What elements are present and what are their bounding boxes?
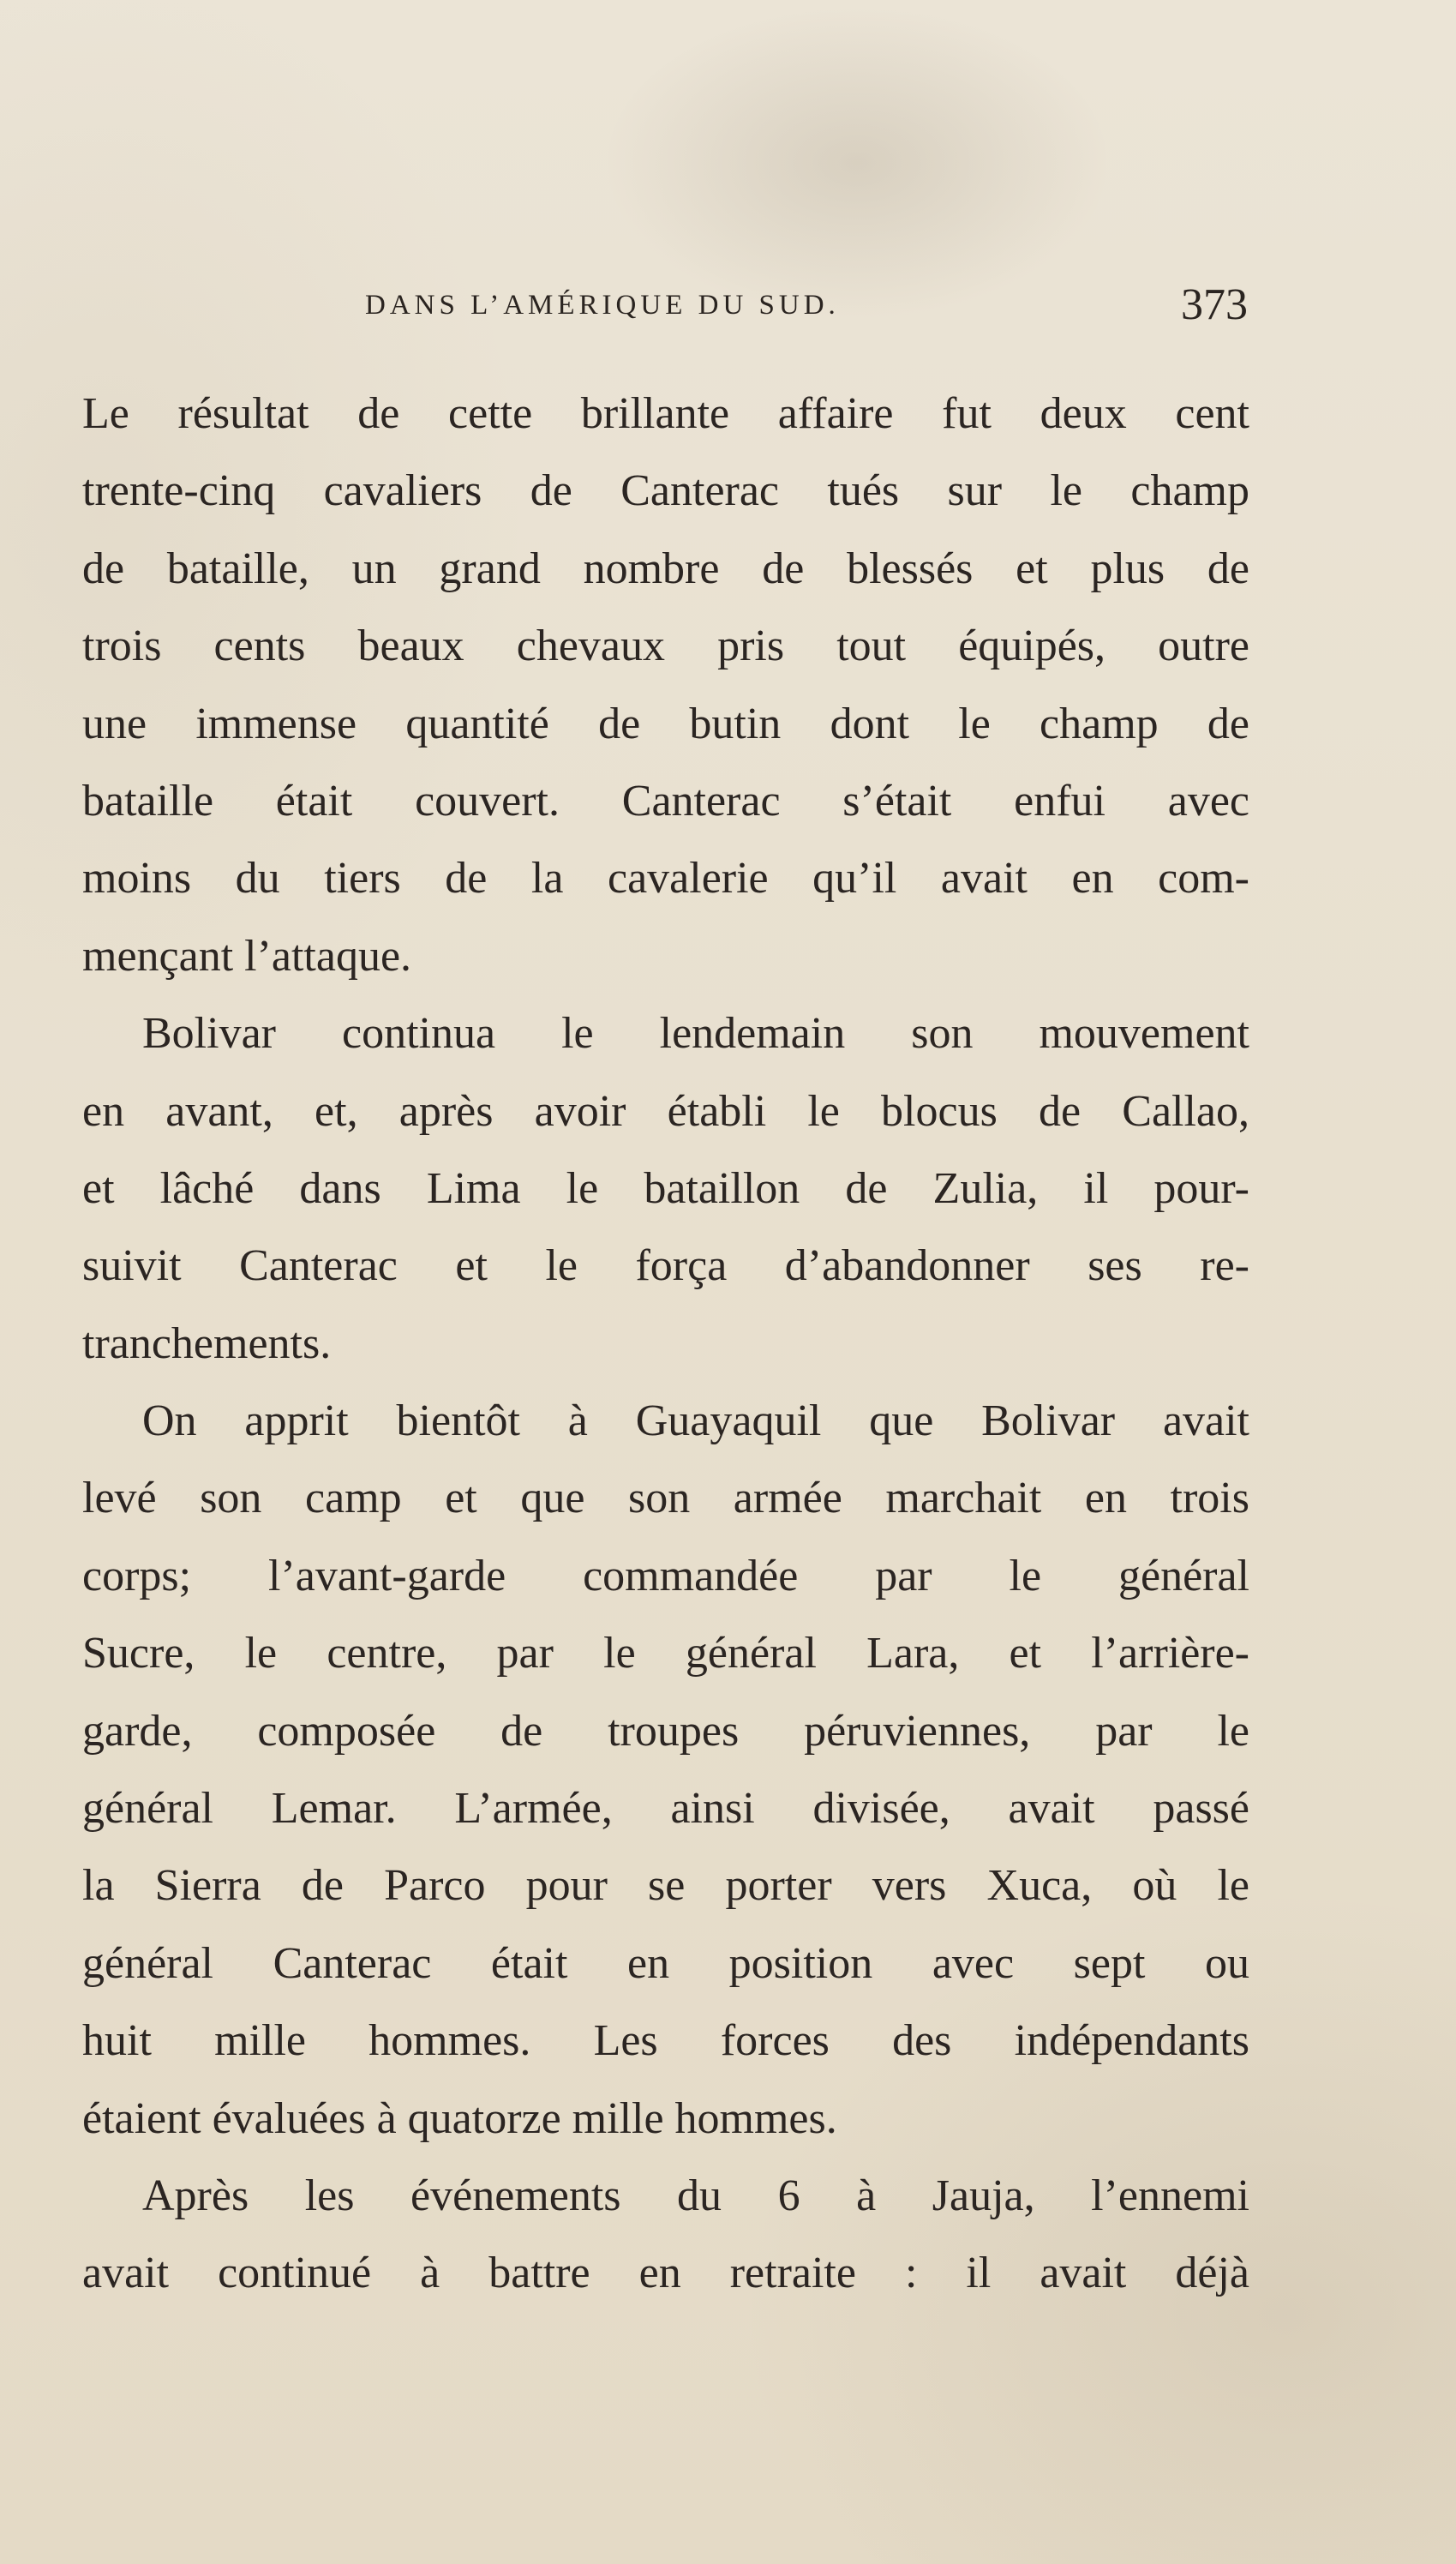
text-line: Sucre, le centre, par le général Lara, et l’arrière- — [82, 1629, 1249, 1678]
text-line: garde, composée de troupes péruviennes, par le — [82, 1706, 1249, 1756]
text-line: la Sierra de Parco pour se porter vers Xuca, où le — [82, 1861, 1249, 1911]
text-line: général Canterac était en position avec sept ou — [82, 1938, 1249, 1988]
running-head — [82, 279, 1249, 331]
text-line: trente-cinq cavaliers de Canterac tués sur le champ — [82, 466, 1249, 516]
text-line: général Lemar. L’armée, ainsi divisée, avait passé — [82, 1784, 1249, 1834]
page-number: 373 — [1181, 280, 1248, 329]
text-line: étaient évaluées à quatorze mille hommes. — [82, 2093, 837, 2143]
paragraph-first-line: Après les événements du 6 à Jauja, l’ennemi — [142, 2171, 1249, 2220]
paragraph-first-line: On apprit bientôt à Guayaquil que Bolivar avait — [142, 1396, 1249, 1446]
running-title: DANS L’AMÉRIQUE DU SUD. — [365, 290, 840, 321]
text-line: une immense quantité de butin dont le champ de — [82, 699, 1249, 748]
text-line: bataille était couvert. Canterac s’était enfui avec — [82, 776, 1249, 826]
text-line: corps; l’avant-garde commandée par le général — [82, 1551, 1249, 1600]
text-line: trois cents beaux chevaux pris tout équipés, outre — [82, 621, 1249, 671]
body-text — [82, 375, 1249, 2313]
text-line: mençant l’attaque. — [82, 931, 412, 981]
text-line: en avant, et, après avoir établi le blocus de Callao, — [82, 1086, 1249, 1136]
text-line: et lâché dans Lima le bataillon de Zulia, il pour- — [82, 1163, 1249, 1213]
text-line: suivit Canterac et le força d’abandonner ses re- — [82, 1241, 1249, 1291]
text-line: moins du tiers de la cavalerie qu’il avait en com- — [82, 854, 1249, 904]
text-line: tranchements. — [82, 1318, 332, 1368]
text-line: Le résultat de cette brillante affaire fut deux cent — [82, 389, 1249, 438]
text-line: de bataille, un grand nombre de blessés et plus de — [82, 543, 1249, 593]
paragraph-first-line: Bolivar continua le lendemain son mouvement — [142, 1009, 1249, 1059]
text-line: huit mille hommes. Les forces des indépendants — [82, 2016, 1249, 2066]
text-line: avait continué à battre en retraite : il avait déjà — [82, 2249, 1249, 2298]
text-line: levé son camp et que son armée marchait en trois — [82, 1474, 1249, 1523]
